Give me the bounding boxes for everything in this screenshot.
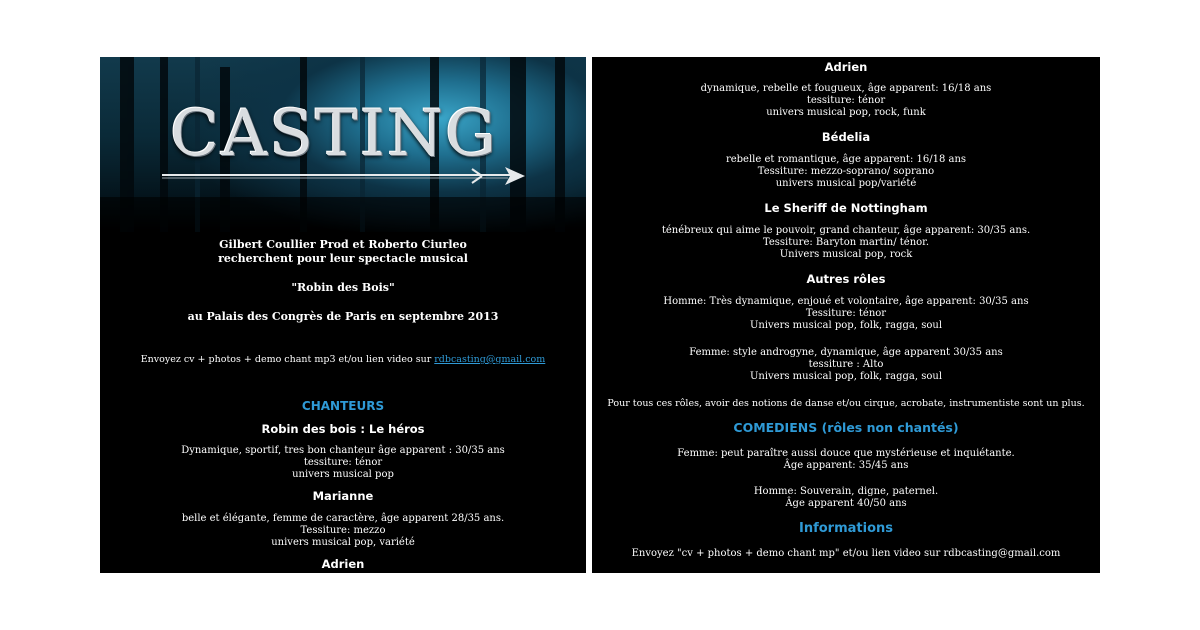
role-marianne-line3: univers musical pop, variété: [271, 537, 415, 548]
role-adrien-name: Adrien: [824, 60, 868, 74]
role-marianne-name: Marianne: [312, 489, 374, 503]
role-bedelia-name: Bédelia: [821, 130, 871, 144]
role-bedelia-line3: univers musical pop/variété: [775, 178, 917, 189]
producers-line-2: recherchent pour leur spectacle musical: [218, 252, 468, 265]
email-link[interactable]: rdbcasting@gmail.com: [434, 354, 546, 365]
role-adrien-line3: univers musical pop, rock, funk: [766, 107, 926, 118]
venue-line: au Palais des Congrès de Paris en septembre 2013: [187, 310, 499, 323]
send-text: Envoyez cv + photos + demo chant mp3 et/ou lien video sur: [140, 354, 435, 365]
autres-roles-name: Autres rôles: [806, 272, 886, 286]
autres-femme-line2: tessiture : Alto: [808, 359, 884, 370]
envoyez-line: Envoyez "cv + photos + demo chant mp" et/ou lien video sur rdbcasting@gmail.com: [631, 548, 1061, 559]
role-adrien-line1: dynamique, rebelle et fougueux, âge apparent: 16/18 ans: [700, 83, 992, 94]
comediens-femme-line2: Âge apparent: 35/45 ans: [783, 460, 909, 471]
comediens-homme-line1: Homme: Souverain, digne, paternel.: [753, 486, 939, 497]
producers-line-1: Gilbert Coullier Prod et Roberto Ciurleo: [219, 238, 467, 251]
arrow-icon: [100, 57, 586, 232]
autres-femme-line1: Femme: style androgyne, dynamique, âge apparent 30/35 ans: [689, 347, 1003, 358]
role-adrien-line2: tessiture: ténor: [806, 95, 886, 106]
role-sheriff-line2: Tessiture: Baryton martin/ ténor.: [762, 237, 930, 248]
right-poster-panel: [592, 57, 1100, 573]
role-bedelia-line1: rebelle et romantique, âge apparent: 16/18 ans: [725, 154, 967, 165]
casting-banner: [100, 57, 586, 232]
autres-homme-line2: Tessiture: ténor: [805, 308, 887, 319]
role-sheriff-name: Le Sheriff de Nottingham: [764, 201, 928, 215]
comediens-heading: COMEDIENS (rôles non chantés): [733, 420, 959, 435]
role-robin-line1: Dynamique, sportif, tres bon chanteur âge apparent : 30/35 ans: [181, 445, 505, 456]
role-sheriff-line1: ténébreux qui aime le pouvoir, grand chanteur, âge apparent: 30/35 ans.: [661, 225, 1031, 236]
role-adrien-name-cut: Adrien: [321, 557, 365, 571]
left-poster-panel: [100, 57, 586, 573]
role-bedelia-line2: Tessiture: mezzo-soprano/ soprano: [757, 166, 935, 177]
chanteurs-heading: CHANTEURS: [301, 399, 385, 413]
casting-title: CASTING: [170, 97, 499, 171]
role-robin-line2: tessiture: ténor: [303, 457, 383, 468]
role-robin-name: Robin des bois : Le héros: [261, 422, 425, 436]
comediens-homme-line2: Âge apparent 40/50 ans: [785, 498, 907, 509]
informations-heading: Informations: [798, 521, 893, 536]
autres-homme-line3: Univers musical pop, folk, ragga, soul: [749, 320, 943, 331]
autres-homme-line1: Homme: Très dynamique, enjoué et volontaire, âge apparent: 30/35 ans: [663, 296, 1029, 307]
autres-femme-line3: Univers musical pop, folk, ragga, soul: [749, 371, 943, 382]
show-title: "Robin des Bois": [291, 281, 395, 294]
role-marianne-line2: Tessiture: mezzo: [300, 525, 386, 536]
notions-line: Pour tous ces rôles, avoir des notions de danse et/ou cirque, acrobate, instrumentiste sont un plus.: [607, 398, 1085, 409]
comediens-femme-line1: Femme: peut paraître aussi douce que mystérieuse et inquiétante.: [677, 448, 1015, 459]
role-marianne-line1: belle et élégante, femme de caractère, âge apparent 28/35 ans.: [181, 513, 505, 524]
role-sheriff-line3: Univers musical pop, rock: [779, 249, 913, 260]
send-instructions: [100, 354, 586, 366]
role-robin-line3: univers musical pop: [292, 469, 394, 480]
